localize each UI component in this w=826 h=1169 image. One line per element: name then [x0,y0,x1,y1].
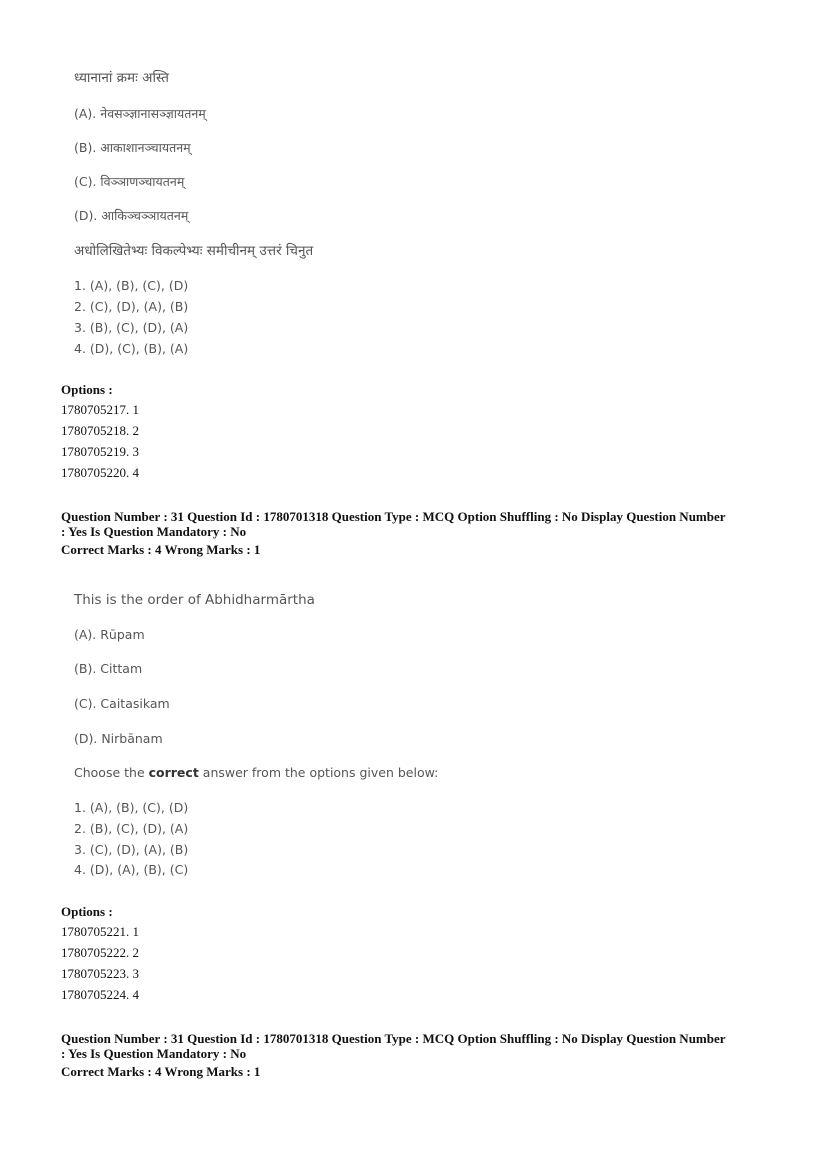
question-instruction: अधोलिखितेभ्यः विकल्पेभ्यः समीचीनम् उत्तरं चिनुत [74,243,314,259]
question-item: (B). आकाशानञ्चायतनम् [74,140,191,155]
option-id: 1780705220. 4 [61,465,139,480]
question-item: (A). Rūpam [74,627,145,642]
question-meta-line: : Yes Is Question Mandatory : No [61,1046,247,1061]
answer-choice: 4. (D), (A), (B), (C) [74,862,189,877]
question-marks: Correct Marks : 4 Wrong Marks : 1 [61,1064,261,1079]
question-meta-line: Question Number : 31 Question Id : 1780701318 Question Type : MCQ Option Shuffling : No Display Question Number [61,1031,726,1046]
option-id: 1780705221. 1 [61,924,139,939]
instruction-bold: correct [148,765,199,780]
question-stem: This is the order of Abhidharmārtha [74,592,315,608]
option-id: 1780705223. 3 [61,966,139,981]
question-meta-line: : Yes Is Question Mandatory : No [61,524,247,539]
option-id: 1780705218. 2 [61,423,139,438]
answer-choice: 1. (A), (B), (C), (D) [74,278,189,293]
question-item: (D). आकिञ्चञ्ञायतनम् [74,208,189,223]
question-marks: Correct Marks : 4 Wrong Marks : 1 [61,542,261,557]
answer-choice: 1. (A), (B), (C), (D) [74,800,189,815]
question-header [61,509,771,557]
instruction-post: answer from the options given below: [198,765,439,780]
question-item: (C). विञ्ञाणञ्चायतनम् [74,174,185,189]
question-stem: ध्यानानां क्रमः अस्ति [74,70,169,86]
answer-choice: 3. (C), (D), (A), (B) [74,842,189,857]
question-item: (A). नेवसञ्ज्ञानासञ्ज्ञायतनम् [74,106,206,121]
answer-choice: 3. (B), (C), (D), (A) [74,320,189,335]
option-id: 1780705224. 4 [61,987,139,1002]
question-meta-line: Question Number : 31 Question Id : 1780701318 Question Type : MCQ Option Shuffling : No Display Question Number [61,509,726,524]
answer-choice: 2. (C), (D), (A), (B) [74,299,189,314]
question-instruction [74,765,438,780]
options-label: Options : [61,904,113,919]
question-item: (D). Nirbānam [74,731,163,746]
answer-choice: 2. (B), (C), (D), (A) [74,821,189,836]
question-header [61,1031,771,1079]
option-id: 1780705219. 3 [61,444,139,459]
instruction-pre: Choose the [74,765,149,780]
option-id: 1780705222. 2 [61,945,139,960]
answer-choice: 4. (D), (C), (B), (A) [74,341,189,356]
question-item: (B). Cittam [74,661,143,676]
question-item: (C). Caitasikam [74,696,170,711]
options-label: Options : [61,382,113,397]
option-id: 1780705217. 1 [61,402,139,417]
